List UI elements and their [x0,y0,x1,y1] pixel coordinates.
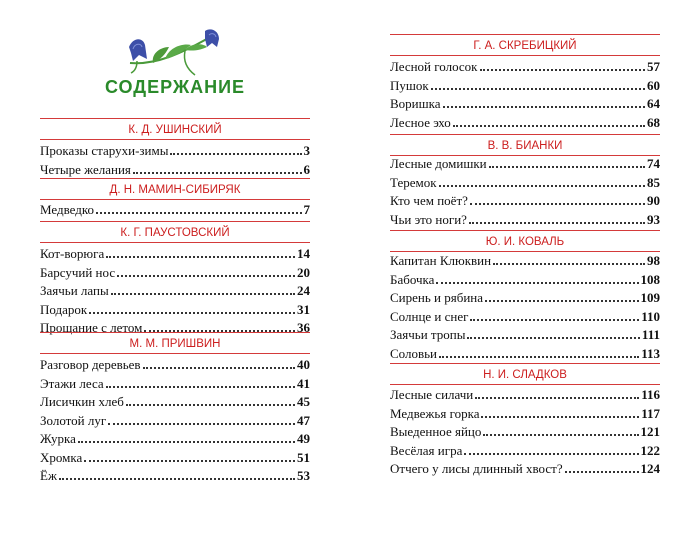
toc-entry[interactable] [390,308,660,326]
toc-entry[interactable] [40,301,310,319]
page-number: 45 [297,394,310,409]
dot-leader [59,478,295,480]
page-number: 93 [647,211,660,227]
toc-entry[interactable] [390,155,660,173]
toc-entry[interactable] [390,252,660,270]
entry-title: Лесные домишки [390,156,487,171]
dot-leader [84,460,295,462]
page-number: 90 [647,193,660,208]
toc-entry[interactable] [40,161,310,179]
toc-entry[interactable] [390,174,660,192]
dot-leader [480,69,646,71]
entry-title: Теремок [390,174,437,190]
author-heading: В. В. БИАНКИ [390,134,660,156]
page-number: 41 [297,375,310,391]
page-number: 68 [647,114,660,130]
entry-title: Прощание с летом [40,320,143,335]
toc-entry[interactable] [40,467,310,485]
entry-title: Солнце и снег [390,308,469,324]
entry-title: Лисичкин хлеб [40,394,124,409]
entry-title: Сирень и рябина [390,290,484,305]
toc-entry[interactable] [390,114,660,132]
author-heading: Г. А. СКРЕБИЦКИЙ [390,34,660,56]
page-number: 109 [640,290,660,305]
entry-title: Капитан Клюквин [390,253,492,268]
dot-leader [89,312,295,314]
entry-title: Заячьи лапы [40,283,109,298]
toc-entry[interactable] [40,375,310,393]
dot-leader [481,416,639,418]
dot-leader [436,282,638,284]
entry-title: Хромка [40,449,83,465]
toc-entry[interactable] [390,289,660,307]
dot-leader [453,125,645,127]
toc-entry[interactable] [40,201,310,219]
entry-title: Чьи это ноги? [390,211,467,227]
entry-title: Воришка [390,96,441,111]
dot-leader [493,263,645,265]
page-number: 64 [647,96,660,111]
entry-title: Соловьи [390,345,438,361]
author-heading: К. Г. ПАУСТОВСКИЙ [40,221,310,243]
dot-leader [111,293,295,295]
page-number: 74 [647,156,660,171]
page-number: 49 [297,431,310,446]
page-number: 110 [641,308,660,324]
toc-entry[interactable] [390,386,660,404]
entry-title: Кто чем поёт? [390,193,468,208]
dot-leader [117,275,295,277]
toc-entry[interactable] [390,211,660,229]
dot-leader [439,185,645,187]
entry-title: Четыре желания [40,161,131,177]
bellflower-icon [125,25,225,81]
toc-entry[interactable] [390,405,660,423]
author-heading: Ю. И. КОВАЛЬ [390,230,660,252]
page-number: 111 [641,327,660,342]
page-number: 3 [303,143,310,158]
toc-entry[interactable] [40,282,310,300]
dot-leader [485,300,638,302]
entry-title: Кот-ворюга [40,246,105,261]
dot-leader [489,166,645,168]
entry-title: Подарок [40,301,88,317]
toc-entry[interactable] [390,460,660,478]
toc-entry[interactable] [40,245,310,263]
entry-title: Лесное эхо [390,114,451,130]
page-number: 108 [640,271,660,287]
author-heading: М. М. ПРИШВИН [40,332,310,354]
toc-entry[interactable] [390,77,660,95]
toc-entry[interactable] [390,326,660,344]
page-number: 57 [647,59,660,74]
dot-leader [469,222,645,224]
dot-leader [143,367,295,369]
entry-title: Отчего у лисы длинный хвост? [390,461,563,476]
toc-entry[interactable] [40,449,310,467]
page-number: 14 [297,246,310,261]
toc-entry[interactable] [390,271,660,289]
author-heading: Д. Н. МАМИН-СИБИРЯК [40,178,310,200]
dot-leader [431,88,645,90]
page-number: 40 [297,357,310,372]
entry-title: Проказы старухи-зимы [40,143,169,158]
dot-leader [467,337,639,339]
entry-title: Золотой луг [40,412,107,428]
toc-entry[interactable] [390,58,660,76]
page-number: 124 [640,461,660,476]
entry-title: Журка [40,431,76,446]
toc-entry[interactable] [40,393,310,411]
toc-entry[interactable] [390,423,660,441]
page-number: 51 [297,449,310,465]
toc-entry[interactable] [40,356,310,374]
page-number: 47 [297,412,310,428]
dot-leader [96,212,301,214]
dot-leader [170,153,301,155]
toc-entry[interactable] [40,142,310,160]
entry-title: Медведко [40,202,95,217]
page-number: 117 [641,405,660,421]
page-number: 113 [641,345,660,361]
page-number: 6 [303,161,310,177]
toc-entry[interactable] [40,430,310,448]
toc-entry[interactable] [390,95,660,113]
dot-leader [106,386,295,388]
page-number: 7 [303,202,310,217]
page-number: 36 [297,320,310,335]
entry-title: Барсучий нос [40,264,116,280]
toc-entry[interactable] [40,264,310,282]
dot-leader [475,397,639,399]
dot-leader [108,423,295,425]
page-number: 60 [647,77,660,93]
page-number: 85 [647,174,660,190]
dot-leader [565,471,639,473]
toc-entry[interactable] [40,412,310,430]
dot-leader [133,172,302,174]
dot-leader [470,203,645,205]
toc-entry[interactable] [390,345,660,363]
page-number: 31 [297,301,310,317]
dot-leader [106,256,295,258]
entry-title: Медвежья горка [390,405,480,421]
page-number: 98 [647,253,660,268]
page-number: 53 [297,468,310,483]
entry-title: Выеденное яйцо [390,424,482,439]
entry-title: Этажи леса [40,375,104,391]
entry-title: Пушок [390,77,429,93]
dot-leader [78,441,295,443]
page-number: 121 [640,424,660,439]
page-number: 24 [297,283,310,298]
author-heading: Н. И. СЛАДКОВ [390,363,660,385]
dot-leader [483,434,638,436]
dot-leader [464,453,638,455]
dot-leader [439,356,639,358]
page-number: 122 [640,442,660,458]
toc-entry[interactable] [390,442,660,460]
entry-title: Бабочка [390,271,435,287]
page-number: 20 [297,264,310,280]
page-title: СОДЕРЖАНИЕ [104,77,246,97]
page-number: 116 [641,387,660,402]
entry-title: Разговор деревьев [40,357,141,372]
entry-title: Лесные силачи [390,387,474,402]
dot-leader [126,404,295,406]
entry-title: Ёж [40,468,57,483]
author-heading: К. Д. УШИНСКИЙ [40,118,310,140]
entry-title: Заячьи тропы [390,327,466,342]
entry-title: Лесной голосок [390,59,478,74]
dot-leader [470,319,639,321]
toc-entry[interactable] [390,192,660,210]
dot-leader [443,106,645,108]
entry-title: Весёлая игра [390,442,463,458]
